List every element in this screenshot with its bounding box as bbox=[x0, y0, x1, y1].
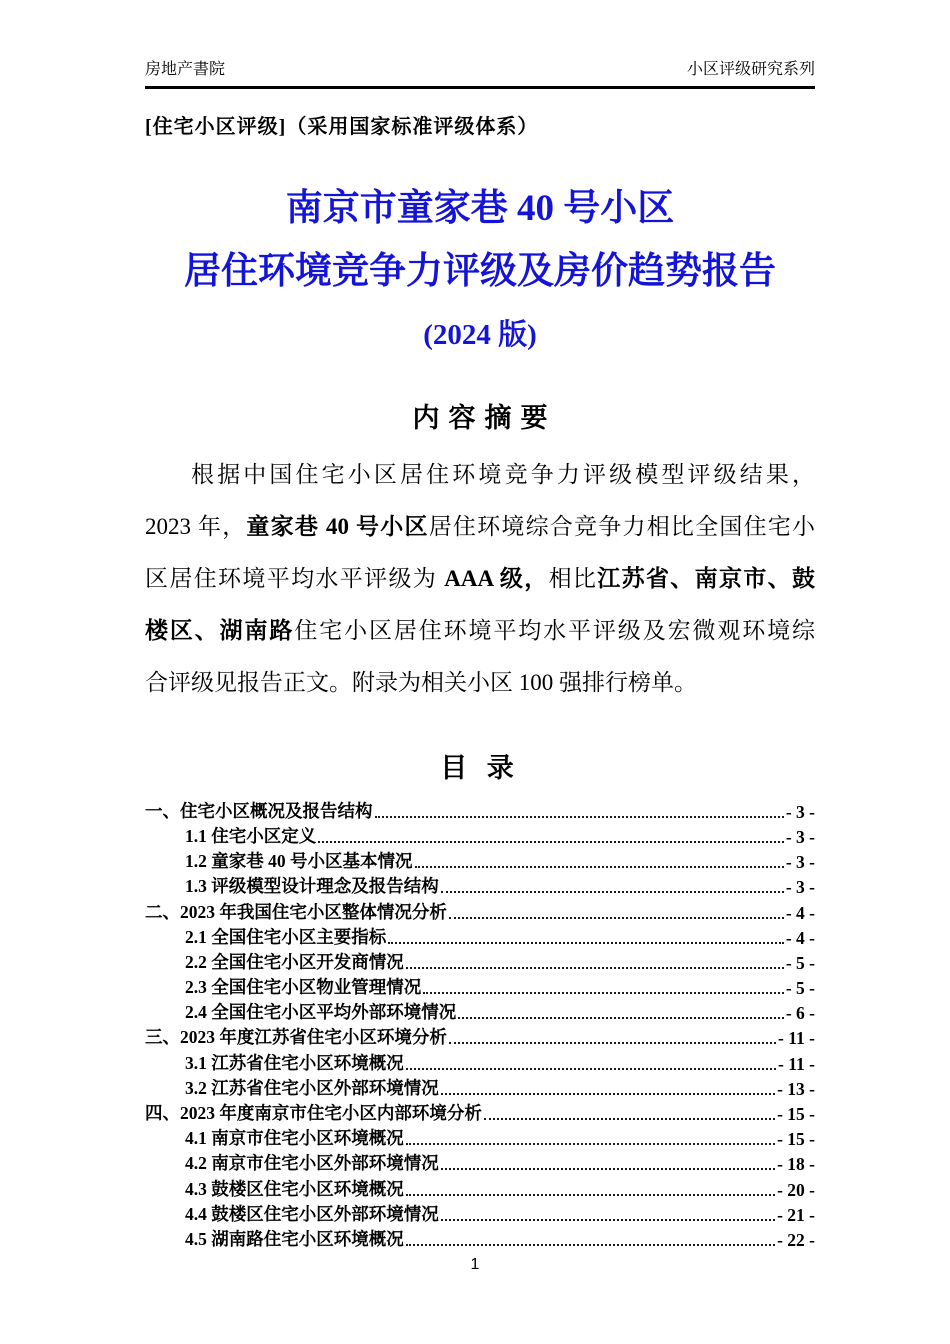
toc-dot-leader bbox=[415, 866, 784, 868]
toc-heading: 目 录 bbox=[440, 752, 520, 783]
toc-dot-leader bbox=[441, 891, 784, 893]
toc-entry-label: 二、2023 年我国住宅小区整体情况分析 bbox=[145, 901, 447, 922]
summary-text-bold: AAA 级， bbox=[444, 565, 549, 591]
toc-entry-page: - 5 - bbox=[785, 978, 815, 999]
toc-entry bbox=[145, 823, 815, 848]
summary-text: 根据中国住宅小区居住环境竞争力评级模型评级结果， bbox=[191, 461, 815, 487]
page-title-line-2: 居住环境竞争力评级及房价趋势报告 bbox=[184, 251, 776, 293]
toc-dot-leader bbox=[406, 967, 784, 969]
summary-text: 居住环境综合竞争力相比全国住宅小 bbox=[428, 513, 816, 539]
toc-dot-leader bbox=[458, 1017, 784, 1019]
toc-entry-page: - 15 - bbox=[777, 1104, 815, 1125]
toc-entry-page: - 4 - bbox=[785, 927, 815, 948]
toc-dot-leader bbox=[423, 992, 784, 994]
toc-entry-label: 1.2 童家巷 40 号小区基本情况 bbox=[185, 851, 413, 872]
toc-entry-page: - 6 - bbox=[785, 1003, 815, 1024]
toc-entry-page: - 3 - bbox=[785, 801, 815, 822]
toc-entry bbox=[145, 798, 815, 823]
toc-entry-page: - 5 - bbox=[785, 952, 815, 973]
toc-entry-label: 3.2 江苏省住宅小区外部环境情况 bbox=[185, 1077, 439, 1098]
toc-entry bbox=[145, 1175, 815, 1200]
toc-entry bbox=[145, 1125, 815, 1150]
toc-entry bbox=[145, 1075, 815, 1100]
page-number: 1 bbox=[470, 1256, 480, 1273]
toc-entry-label: 1.1 住宅小区定义 bbox=[185, 825, 317, 846]
header-right-text: 小区评级研究系列 bbox=[686, 61, 815, 78]
table-of-contents bbox=[145, 798, 815, 1251]
summary-text: 区居住环境平均水平评级为 bbox=[145, 565, 445, 591]
toc-dot-leader bbox=[406, 1194, 775, 1196]
toc-dot-leader bbox=[375, 816, 784, 818]
summary-heading: 内容摘要 bbox=[412, 402, 557, 433]
toc-entry-label: 2.3 全国住宅小区物业管理情况 bbox=[185, 977, 422, 998]
page-header bbox=[145, 56, 815, 89]
toc-entry bbox=[145, 1201, 815, 1226]
toc-dot-leader bbox=[441, 1093, 775, 1095]
toc-entry bbox=[145, 873, 815, 898]
page-title-edition: (2024 版) bbox=[423, 318, 537, 351]
report-title-block bbox=[145, 187, 815, 353]
toc-entry-label: 4.4 鼓楼区住宅小区外部环境情况 bbox=[185, 1203, 439, 1224]
toc-entry-label: 1.3 评级模型设计理念及报告结构 bbox=[185, 876, 439, 897]
toc-entry-label: 2.4 全国住宅小区平均外部环境情况 bbox=[185, 1002, 457, 1023]
toc-entry bbox=[145, 1049, 815, 1074]
summary-text: 合评级见报告正文。附录为相关小区 100 强排行榜单。 bbox=[145, 669, 697, 695]
toc-entry-label: 2.2 全国住宅小区开发商情况 bbox=[185, 951, 404, 972]
toc-dot-leader bbox=[441, 1168, 775, 1170]
toc-entry-page: - 13 - bbox=[777, 1078, 815, 1099]
page-title-line-1: 南京市童家巷 40 号小区 bbox=[285, 188, 675, 229]
summary-line bbox=[145, 553, 815, 605]
summary-paragraph bbox=[145, 449, 815, 709]
toc-entry-page: - 20 - bbox=[777, 1179, 815, 1200]
toc-entry-page: - 3 - bbox=[785, 852, 815, 873]
toc-dot-leader bbox=[449, 1042, 776, 1044]
summary-text: 2023 年， bbox=[145, 513, 247, 539]
toc-entry-page: - 11 - bbox=[778, 1053, 815, 1074]
toc-entry-page: - 11 - bbox=[778, 1028, 815, 1049]
toc-entry-label: 4.2 南京市住宅小区外部环境情况 bbox=[185, 1153, 439, 1174]
toc-entry-label: 4.5 湖南路住宅小区环境概况 bbox=[185, 1228, 404, 1249]
toc-entry bbox=[145, 1226, 815, 1251]
toc-dot-leader bbox=[406, 1143, 775, 1145]
summary-text-bold: 楼区、湖南路 bbox=[145, 617, 295, 643]
toc-entry bbox=[145, 848, 815, 873]
toc-entry-page: - 3 - bbox=[785, 877, 815, 898]
toc-dot-leader bbox=[484, 1118, 775, 1120]
toc-dot-leader bbox=[406, 1068, 776, 1070]
toc-entry-page: - 18 - bbox=[777, 1154, 815, 1175]
toc-entry-label: 一、住宅小区概况及报告结构 bbox=[145, 800, 373, 821]
summary-line bbox=[145, 449, 815, 501]
toc-entry bbox=[145, 999, 815, 1024]
report-series-subheader: [住宅小区评级]（采用国家标准评级体系） bbox=[145, 116, 539, 138]
toc-entry-label: 2.1 全国住宅小区主要指标 bbox=[185, 926, 387, 947]
toc-entry bbox=[145, 1150, 815, 1175]
toc-entry bbox=[145, 949, 815, 974]
toc-entry bbox=[145, 1100, 815, 1125]
toc-dot-leader bbox=[406, 1244, 775, 1246]
toc-entry-label: 4.3 鼓楼区住宅小区环境概况 bbox=[185, 1178, 404, 1199]
toc-dot-leader bbox=[441, 1219, 775, 1221]
toc-entry-label: 四、2023 年度南京市住宅小区内部环境分析 bbox=[145, 1103, 482, 1124]
summary-line bbox=[145, 605, 815, 657]
toc-entry-page: - 3 - bbox=[785, 826, 815, 847]
toc-entry-page: - 4 - bbox=[785, 902, 815, 923]
toc-dot-leader bbox=[318, 841, 784, 843]
summary-text: 相比 bbox=[548, 565, 598, 591]
toc-entry bbox=[145, 898, 815, 923]
toc-entry bbox=[145, 924, 815, 949]
toc-entry-page: - 21 - bbox=[777, 1204, 815, 1225]
summary-line bbox=[145, 501, 815, 553]
toc-entry-label: 4.1 南京市住宅小区环境概况 bbox=[185, 1128, 404, 1149]
toc-entry-page: - 15 - bbox=[777, 1129, 815, 1150]
summary-text-bold: 江苏省、南京市、鼓 bbox=[597, 565, 815, 591]
summary-text: 住宅小区居住环境平均水平评级及宏微观环境综 bbox=[294, 617, 816, 643]
header-left-text: 房地产書院 bbox=[145, 61, 226, 78]
toc-dot-leader bbox=[449, 917, 784, 919]
summary-line bbox=[145, 657, 815, 709]
toc-entry-label: 3.1 江苏省住宅小区环境概况 bbox=[185, 1052, 404, 1073]
toc-dot-leader bbox=[388, 942, 784, 944]
toc-entry bbox=[145, 974, 815, 999]
toc-entry-page: - 22 - bbox=[777, 1229, 815, 1250]
toc-entry-label: 三、2023 年度江苏省住宅小区环境分析 bbox=[145, 1027, 447, 1048]
summary-text-bold: 童家巷 40 号小区 bbox=[246, 513, 429, 539]
toc-entry bbox=[145, 1024, 815, 1049]
